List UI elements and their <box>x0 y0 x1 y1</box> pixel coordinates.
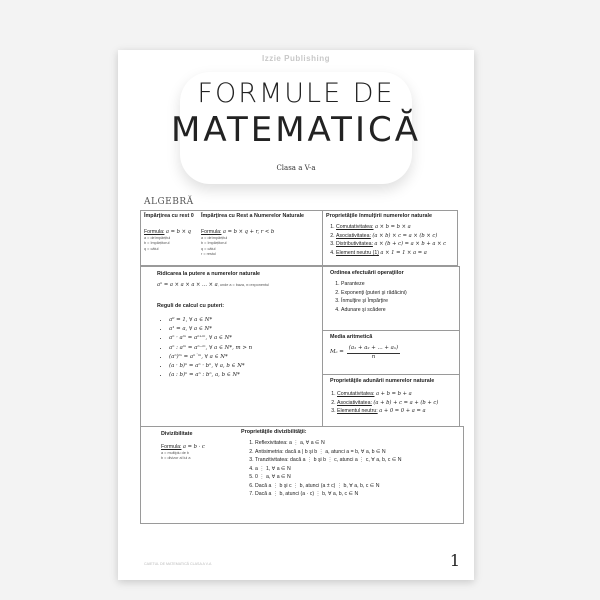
list-item <box>336 224 454 231</box>
puteri-rules-title: Reguli de calcul cu puteri: <box>157 303 225 310</box>
prop-label: Comutativitatea: <box>336 224 374 231</box>
prop-label: Comutativitatea: <box>337 391 375 398</box>
rule-item: • (aⁿ)ᵐ = aⁿ˙ᵐ, ∀ a ∈ N* <box>169 354 323 361</box>
box-adunare <box>322 374 460 432</box>
media-formula <box>330 345 455 361</box>
prop-formula: a + 0 = 0 + a = a <box>379 408 426 415</box>
legend-item: a = deîmpărțitul <box>201 236 228 241</box>
puteri-definition: aⁿ = a × a × a × ... × a <box>157 282 218 289</box>
div-legend <box>161 451 241 461</box>
legend-item: a = deîmpărțitul <box>144 236 171 241</box>
rest-legend <box>201 236 319 257</box>
prop-div-title: Proprietăţile divizibilităţii: <box>241 429 307 435</box>
rest-formula: a = b × q + r, r < b <box>222 229 275 236</box>
prop-div-list <box>241 440 446 498</box>
box-divizibilitate <box>140 426 464 524</box>
list-item: 4. Adunare şi scădere <box>341 307 455 314</box>
adunare-title: Proprietăţile adunării numerelor naturale <box>330 378 435 384</box>
rule-item: • (a · b)ⁿ = aⁿ · bⁿ, ∀ a, b ∈ N* <box>169 363 323 370</box>
list-item: 3. Tranzitivitatea: dacă a ⋮ b şi b ⋮ c, atunci a ⋮ c, ∀ a, b, c ∈ N <box>255 457 446 464</box>
adunare-list <box>327 391 455 415</box>
legend-item: q = câtul <box>201 246 216 251</box>
list-item: 1. Reflexivitatea: a ⋮ a, ∀ a ∈ N <box>255 440 446 447</box>
list-item: 5. 0 ⋮ a, ∀ a ∈ N <box>255 474 446 481</box>
list-item <box>336 250 454 257</box>
document-page <box>118 50 474 580</box>
ordine-title: Ordinea efectuării operaţiilor <box>330 270 404 276</box>
rest-formula-label: Formula: <box>201 229 222 236</box>
media-lhs: Mₐ = <box>330 349 344 356</box>
rest0-formula: a = b × q <box>165 229 191 236</box>
puteri-title: Ridicarea la putere a numerelor naturale <box>157 271 261 277</box>
media-numerator: (a₁ + a₂ + ... + aₙ) <box>347 345 400 353</box>
rule-item: • aⁿ · aᵐ = aⁿ⁺ᵐ, ∀ a ∈ N* <box>169 335 323 342</box>
prop-formula: (a + b) + c = a + (b + c) <box>373 399 439 406</box>
prop-label: Asociativitatea: <box>337 399 372 406</box>
div-formula-label: Formula: <box>161 444 182 451</box>
list-item: 7. Dacă a ⋮ b, atunci (a · c) ⋮ b, ∀ a, b, c ∈ N <box>255 491 446 498</box>
list-item: 2. Exponenţi (puteri şi rădăcini) <box>341 290 455 297</box>
list-item: 2. Antisimetria: dacă a | b şi b ⋮ a, atunci a = b, ∀ a, b ∈ N <box>255 449 446 456</box>
div-formula: a = b · c <box>182 444 205 451</box>
list-item <box>337 391 455 398</box>
legend-item: r = restul <box>201 251 216 256</box>
prop-formula: a × 1 = 1 × a = a <box>380 249 427 256</box>
list-item: 4. a ⋮ 1, ∀ a ∈ N <box>255 466 446 473</box>
prop-label: Distributivitatea: <box>336 241 373 248</box>
legend-item: a = multiplu de b <box>161 451 189 456</box>
title-line-1: FORMULE DE <box>197 78 395 109</box>
ordine-list <box>327 281 455 314</box>
rest0-legend <box>144 236 202 251</box>
divizibilitate-block <box>161 431 241 462</box>
list-item: 1. Paranteze <box>341 281 455 288</box>
puteri-rules-list <box>161 317 323 380</box>
box-rest <box>198 210 323 266</box>
list-item <box>336 233 454 240</box>
rule-item: • aⁿ : aᵐ = aⁿ⁻ᵐ, ∀ a ∈ N*, m > n <box>169 345 323 352</box>
prop-formula: a × b = b × a <box>374 224 411 231</box>
box-rest-0 <box>140 210 205 266</box>
section-label: ALGEBRĂ <box>144 197 194 207</box>
inmultire-list <box>326 224 454 257</box>
legend-item: b = împărțitorul <box>201 241 227 246</box>
legend-item: q = câtul <box>144 246 159 251</box>
list-item: 3. Înmulţire şi Împărţire <box>341 298 455 305</box>
footer-text: CAIETUL DE MATEMATICĂ CLASA A V-A <box>144 562 212 566</box>
prop-div-block <box>241 429 446 500</box>
rule-item: • a⁰ = 1, ∀ a ∈ N* <box>169 317 323 324</box>
puteri-note: , unde a = baza, n=exponentul <box>217 283 270 288</box>
rule-item: • a¹ = a, ∀ a ∈ N* <box>169 326 323 333</box>
list-item: 6. Dacă a ⋮ b şi c ⋮ b, atunci (a ± c) ⋮ b, ∀ a, b, c ∈ N <box>255 483 446 490</box>
list-item <box>337 408 455 415</box>
box-inmultire <box>322 210 458 266</box>
box-ordine <box>322 266 460 332</box>
inmultire-title: Proprietăţile înmulţirii numerelor naturale <box>326 213 433 219</box>
list-item <box>337 400 455 407</box>
prop-label: Elementul neutru: <box>337 408 378 415</box>
media-fraction <box>347 345 400 361</box>
rest0-title: Împărţirea cu rest 0 <box>144 213 194 219</box>
div-title: Divizibilitate <box>161 431 193 437</box>
prop-label: Asociativitatea: <box>336 232 371 239</box>
rule-item: • (a : b)ⁿ = aⁿ : bⁿ, a, b ∈ N* <box>169 372 323 379</box>
media-denominator: n <box>371 353 376 360</box>
page-number: 1 <box>449 551 460 570</box>
legend-item: b = împărțitorul <box>144 241 170 246</box>
prop-label: Element neutru (1) <box>336 249 379 256</box>
list-item <box>336 241 454 248</box>
subtitle: Clasa a V-a <box>276 164 316 172</box>
prop-formula: (a × b) × c = a × (b × c) <box>372 232 438 239</box>
rest-title: Împărţirea cu Rest a Numerelor Naturale <box>201 213 305 219</box>
title-line-2: MATEMATICĂ <box>171 110 421 150</box>
box-media <box>322 330 460 376</box>
publisher-name: Izzie Publishing <box>261 54 330 63</box>
rest0-formula-label: Formula: <box>144 229 165 236</box>
prop-formula: a × (b + c) = a × b + a × c <box>374 241 447 248</box>
legend-item: b = divizor al lui a <box>161 456 191 461</box>
media-title: Media aritmetică <box>330 334 373 340</box>
prop-formula: a + b = b + a <box>375 391 412 398</box>
